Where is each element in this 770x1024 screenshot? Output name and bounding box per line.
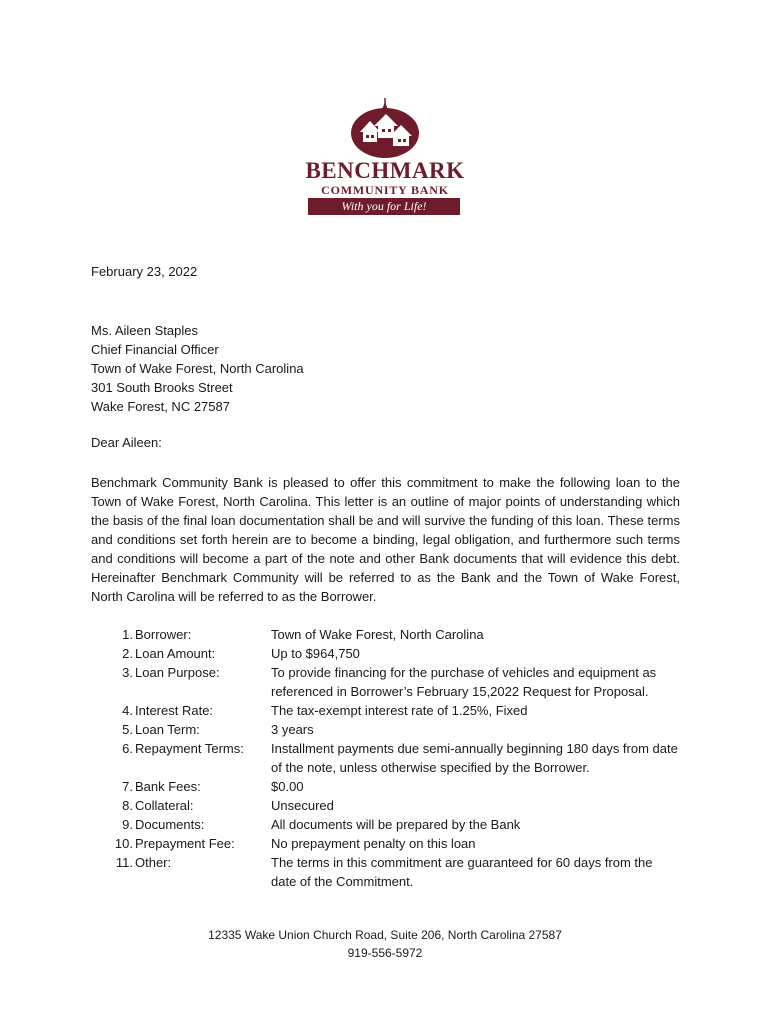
list-item [91,853,691,891]
list-item [91,739,691,777]
term-number: 9. [122,817,133,832]
term-number: 11. [115,855,133,870]
recipient-city: Wake Forest, NC 27587 [91,399,230,414]
term-number: 1. [122,627,133,642]
list-item [91,625,691,644]
term-label: Other: [135,855,172,870]
term-label: Collateral: [135,798,194,813]
term-value: To provide financing for the purchase of vehicles and equipment as referenced in Borrower’s February 15,2022 Request for Proposal. [271,665,657,699]
list-item [91,815,691,834]
logo-bank-name: BENCHMARK [305,158,465,183]
term-number: 7. [122,779,133,794]
term-value: The tax-exempt interest rate of 1.25%, Fixed [271,703,528,718]
term-value: Town of Wake Forest, North Carolina [271,627,484,642]
term-number: 5. [122,722,133,737]
salutation: Dear Aileen: [91,435,162,450]
term-label: Bank Fees: [135,779,201,794]
term-label: Loan Amount: [135,646,216,661]
letter-body: Benchmark Community Bank is pleased to offer this commitment to make the following loan to the Town of Wake Forest, North Carolina. This letter is an outline of major points of understanding which the basis of the final loan documentation shall be and will survive the funding of this loan. These terms and conditions set forth herein are to become a binding, legal obligation, and furthermore such terms and conditions will become a part of the note and other Bank documents that will evidence this debt. Hereinafter Benchmark Community will be referred to as the Bank and the Town of Wake Forest, North Carolina will be referred to as the Borrower. [91,475,680,604]
letter-footer [0,926,770,962]
term-value: 3 years [271,722,314,737]
bank-logo [300,96,470,220]
recipient-street: 301 South Brooks Street [91,380,233,395]
term-value: Unsecured [271,798,334,813]
recipient-title: Chief Financial Officer [91,342,219,357]
bank-emblem-icon [300,96,470,158]
footer-address: 12335 Wake Union Church Road, Suite 206, North Carolina 27587 [208,928,562,942]
list-item [91,701,691,720]
letter-date: February 23, 2022 [91,264,198,279]
term-value: $0.00 [271,779,304,794]
term-number: 2. [122,646,133,661]
term-label: Documents: [135,817,205,832]
term-number: 4. [122,703,133,718]
term-value: The terms in this commitment are guaranteed for 60 days from the date of the Commitment. [271,855,653,889]
recipient-organization: Town of Wake Forest, North Carolina [91,361,304,376]
logo-tagline: With you for Life! [308,198,460,215]
list-item [91,796,691,815]
term-value: Up to $964,750 [271,646,360,661]
term-number: 10. [114,836,133,851]
loan-terms-list [91,625,691,891]
term-label: Loan Purpose: [135,665,220,680]
footer-phone: 919-556-5972 [347,946,423,960]
term-number: 3. [122,665,133,680]
recipient-address [91,321,304,416]
term-label: Prepayment Fee: [135,836,235,851]
term-label: Interest Rate: [135,703,214,718]
list-item [91,720,691,739]
list-item [91,834,691,853]
list-item [91,777,691,796]
term-value: Installment payments due semi-annually beginning 180 days from date of the note, unless otherwise specified by the Borrower. [271,741,678,775]
term-label: Repayment Terms: [135,741,244,756]
term-number: 8. [122,798,133,813]
list-item [91,644,691,663]
term-label: Loan Term: [135,722,200,737]
term-label: Borrower: [135,627,192,642]
term-number: 6. [122,741,133,756]
list-item [91,663,691,701]
recipient-name: Ms. Aileen Staples [91,323,198,338]
term-value: No prepayment penalty on this loan [271,836,476,851]
logo-bank-subtitle: COMMUNITY BANK [321,183,449,197]
term-value: All documents will be prepared by the Bank [271,817,521,832]
